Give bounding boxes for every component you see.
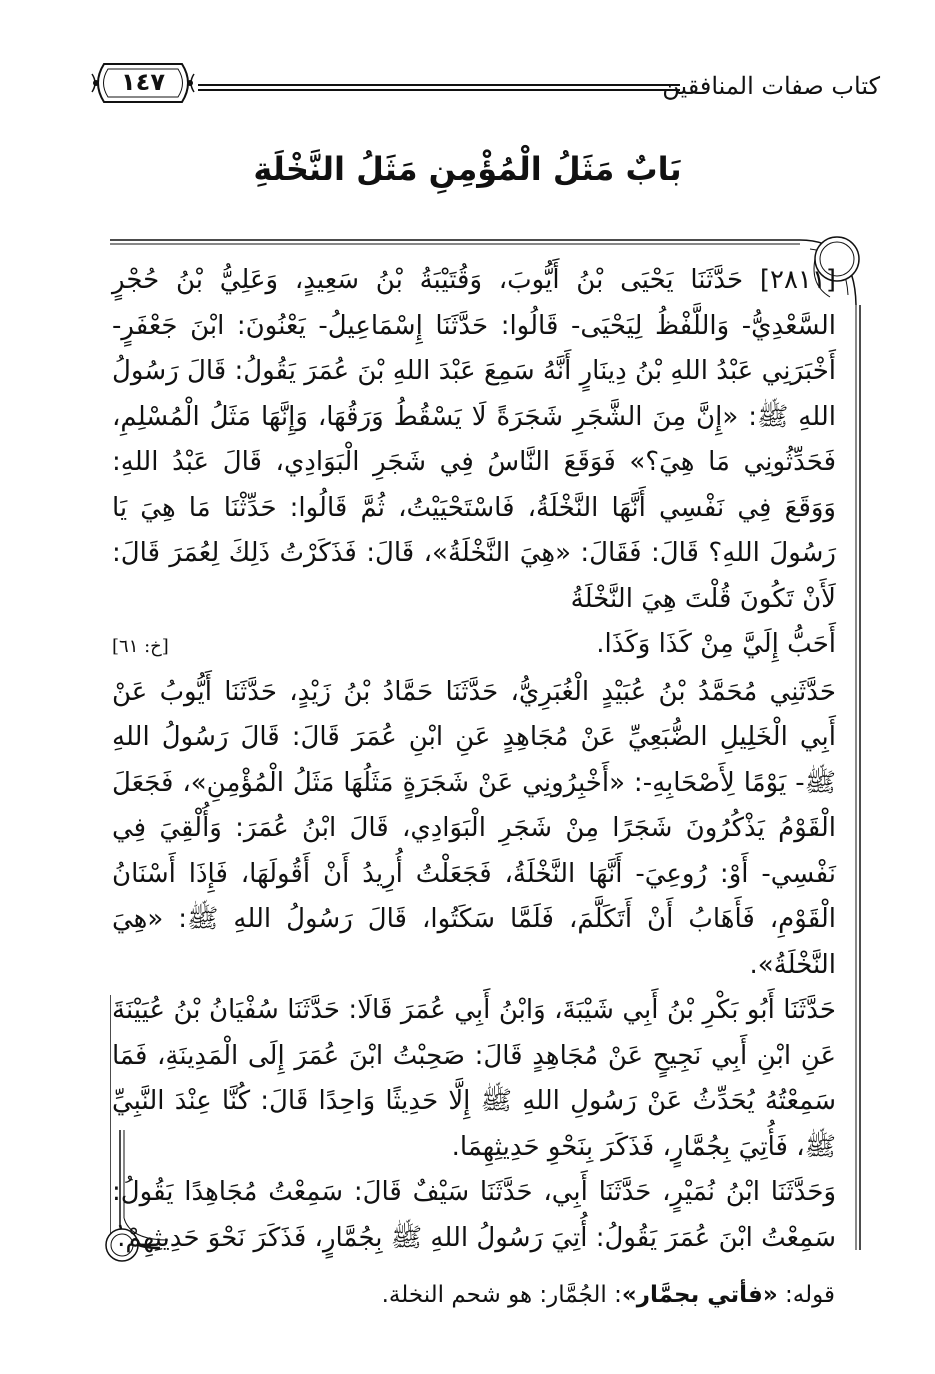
footnote-explanation: : الجُمَّار: هو شحم النخلة. — [381, 1282, 622, 1308]
page-header — [90, 58, 880, 108]
footnote — [100, 1282, 835, 1308]
page-number-badge — [90, 60, 196, 106]
hadith-paragraph: حَدَّثَنِي مُحَمَّدُ بْنُ عُبَيْدٍ الْغُبَرِيُّ، حَدَّثَنَا حَمَّادُ بْنُ زَيْدٍ، حَدَّثَنَا أَيُّوبُ عَنْ أَبِي الْخَلِيلِ الضُّبَعِيِّ عَنْ مُجَاهِدٍ عَنِ ابْنِ عُمَرَ قَالَ: قَالَ رَسُولُ اللهِ ﷺ- يَوْمًا لِأَصْحَابِهِ-: «أَخْبِرُونِي عَنْ شَجَرَةٍ مَثَلُهَا مَثَلُ الْمُؤْمِنِ»، فَجَعَلَ الْقَوْمُ يَذْكُرُونَ شَجَرًا مِنْ شَجَرِ الْبَوَادِي، قَالَ ابْنُ عُمَرَ: وَأُلْقِيَ فِي نَفْسِي- أَوْ: رُوعِيَ- أَنَّهَا النَّخْلَةُ، فَجَعَلْتُ أُرِيدُ أَنْ أَقُولَهَا، فَإِذَا أَسْنَانُ الْقَوْمِ، فَأَهَابُ أَنْ أَتَكَلَّمَ، فَلَمَّا سَكَتُوا، قَالَ رَسُولُ اللهِ ﷺ: «هِيَ النَّخْلَةُ». — [112, 676, 836, 980]
book-title: كتاب صفات المنافقين — [662, 72, 880, 100]
chapter-title: بَابٌ مَثَلُ الْمُؤْمِنِ مَثَلُ النَّخْلَةِ — [253, 150, 682, 188]
hadith-text — [112, 258, 836, 1261]
hadith-paragraph: وَحَدَّثَنَا ابْنُ نُمَيْرٍ، حَدَّثَنَا أَبِي، حَدَّثَنَا سَيْفٌ قَالَ: سَمِعْتُ مُجَاهِدًا يَقُولُ: سَمِعْتُ ابْنَ عُمَرَ يَقُولُ: أُتِيَ رَسُولُ اللهِ ﷺ بِجُمَّارٍ، فَذَكَرَ نَحْوَ حَدِيثِهِمْ. — [112, 1177, 836, 1253]
hadith-last-line: أَحَبُّ إِلَيَّ مِنْ كَذَا وَكَذَا. — [596, 629, 836, 659]
header-rule — [198, 84, 680, 91]
footnote-lead: قوله: — [785, 1282, 835, 1308]
page-number: ١٤٧ — [121, 68, 165, 96]
hadith-paragraph: حَدَّثَنَا أَبُو بَكْرِ بْنُ أَبِي شَيْبَةَ، وَابْنُ أَبِي عُمَرَ قَالَا: حَدَّثَنَا سُفْيَانُ بْنُ عُيَيْنَةَ عَنِ ابْنِ أَبِي نَجِيحٍ عَنْ مُجَاهِدٍ قَالَ: صَحِبْتُ ابْنَ عُمَرَ إِلَى الْمَدِينَةِ، فَمَا سَمِعْتُهُ يُحَدِّثُ عَنْ رَسُولِ اللهِ ﷺ إِلَّا حَدِيثًا وَاحِدًا قَالَ: كُنَّا عِنْدَ النَّبِيِّ ﷺ، فَأُتِيَ بِجُمَّارٍ، فَذَكَرَ بِنَحْوِ حَدِيثِهِمَا. — [112, 995, 836, 1162]
footnote-term: «فأتي بجمَّار» — [621, 1282, 778, 1308]
hadith-paragraph: [٢٨١١] حَدَّثَنَا يَحْيَى بْنُ أَيُّوبَ، وَقُتَيْبَةُ بْنُ سَعِيدٍ، وَعَلِيُّ بْنُ حُجْرٍ السَّعْدِيُّ- وَاللَّفْظُ لِيَحْيَى- قَالُوا: حَدَّثَنَا إِسْمَاعِيلُ- يَعْنُونَ: ابْنَ جَعْفَرٍ- أَخْبَرَنِي عَبْدُ اللهِ بْنُ دِينَارٍ أَنَّهُ سَمِعَ عَبْدَ اللهِ بْنَ عُمَرَ يَقُولُ: قَالَ رَسُولُ اللهِ ﷺ: «إِنَّ مِنَ الشَّجَرِ شَجَرَةً لَا يَسْقُطُ وَرَقُهَا، وَإِنَّهَا مَثَلُ الْمُسْلِمِ، فَحَدِّثُونِي مَا هِيَ؟» فَوَقَعَ النَّاسُ فِي شَجَرِ الْبَوَادِي، قَالَ عَبْدُ اللهِ: وَوَقَعَ فِي نَفْسِي أَنَّهَا النَّخْلَةُ، فَاسْتَحْيَيْتُ، ثُمَّ قَالُوا: حَدِّثْنَا مَا هِيَ يَا رَسُولَ اللهِ؟ قَالَ: فَقَالَ: «هِيَ النَّخْلَةُ»، قَالَ: فَذَكَرْتُ ذَلِكَ لِعُمَرَ قَالَ: لَأَنْ تَكُونَ قُلْتَ هِيَ النَّخْلَةُ — [112, 265, 836, 614]
hadith-reference: [خ: ٦١] — [112, 636, 169, 657]
hadith-paragraph-end — [112, 622, 836, 670]
